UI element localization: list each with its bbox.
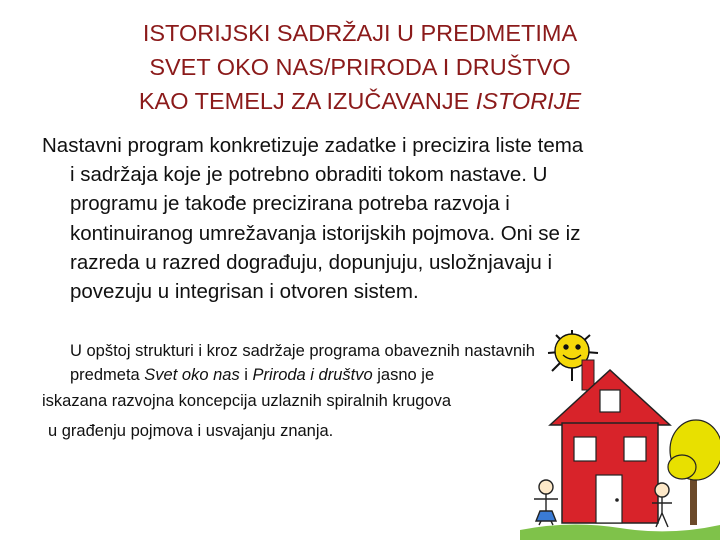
- paragraph-line: kontinuiranog umrežavanja istorijskih pojmova. Oni se iz: [70, 221, 581, 245]
- italic-subject-2: Priroda i društvo: [252, 366, 373, 384]
- secondary-line-2: [70, 364, 434, 388]
- title-line-2: SVET OKO NAS/PRIRODA I DRUŠTVO: [149, 54, 571, 80]
- title-line-3-text: KAO TEMELJ ZA IZUČAVANJE: [138, 88, 476, 114]
- text-span: jasno je: [372, 366, 435, 384]
- house-icon: [550, 360, 670, 523]
- child-figure-icon: [534, 480, 558, 525]
- paragraph-line: razreda u razred dograđuju, dopunjuju, usložnjavaju i: [70, 250, 553, 274]
- title-line-3-italic: ISTORIJE: [475, 88, 582, 114]
- text-span: i: [239, 366, 253, 384]
- text-span: predmeta: [70, 366, 145, 384]
- secondary-line-1: U opštoj strukturi i kroz sadržaje programa obaveznih nastavnih: [70, 342, 535, 360]
- paragraph-line: programu je takođe precizirana potreba razvoja i: [70, 192, 510, 216]
- secondary-line-3: iskazana razvojna koncepcija uzlaznih spiralnih krugova: [42, 392, 452, 410]
- title-line-3: [0, 85, 720, 117]
- italic-subject-1: Svet oko nas: [144, 366, 240, 384]
- title-line-1: ISTORIJSKI SADRŽAJI U PREDMETIMA: [142, 20, 578, 46]
- paragraph-line: Nastavni program konkretizuje zadatke i precizira liste tema: [42, 134, 584, 157]
- paragraph-line: povezuju u integrisan i otvoren sistem.: [70, 280, 419, 304]
- paragraph-line: i sadržaja koje je potrebno obraditi tokom nastave. U: [70, 163, 548, 187]
- secondary-line-4: u građenju pojmova i usvajanju znanja.: [48, 422, 334, 440]
- house-sun-clipart: [520, 325, 720, 540]
- body-paragraph: [42, 131, 692, 306]
- tree-icon: [668, 420, 720, 525]
- grass-icon: [520, 524, 720, 540]
